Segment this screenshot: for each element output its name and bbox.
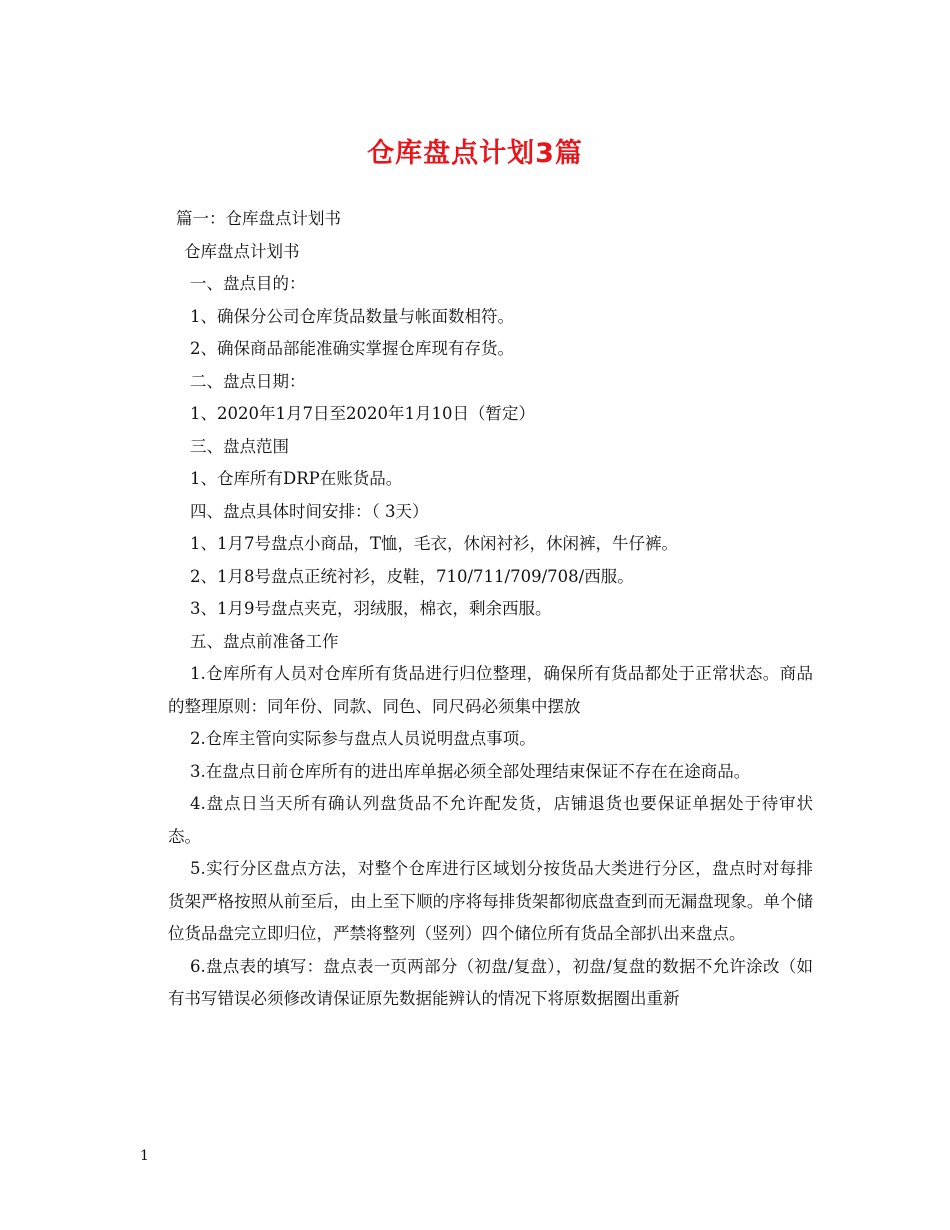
section-heading: 二、盘点日期： — [190, 371, 306, 391]
body-paragraph: 3.在盘点日前仓库所有的进出库单据必须全部处理结束保证不存在在途商品。 — [190, 761, 751, 781]
list-item: 1、确保分公司仓库货品数量与帐面数相符。 — [190, 306, 514, 326]
list-item: 2、1月8号盘点正统衬衫，皮鞋，710/711/709/708/西服。 — [190, 566, 634, 586]
section-heading: 篇一：仓库盘点计划书 — [176, 209, 341, 228]
body-paragraph: 4.盘点日当天所有确认列盘货品不允许配发货，店铺退货也要保证单据处于待审状态。 — [168, 794, 813, 846]
body-paragraph: 5.实行分区盘点方法，对整个仓库进行区域划分按货品大类进行分区，盘点时对每排货架严格按照从前至后，由上至下顺的序将每排货架都彻底盘查到而无漏盘现象。单个储位货品盘完立即归位，严禁将整列（竖列）四个储位所有货品全部扒出来盘点。 — [168, 859, 813, 943]
list-item: 2、确保商品部能准确实掌握仓库现有存货。 — [190, 339, 514, 358]
list-item: 1、仓库所有DRP在账货品。 — [190, 469, 403, 488]
list-item: 1、2020年1月7日至2020年1月10日（暂定） — [190, 404, 535, 423]
list-item: 3、1月9号盘点夹克，羽绒服，棉衣，剩余西服。 — [190, 599, 552, 618]
section-heading: 五、盘点前准备工作 — [190, 631, 339, 651]
list-item: 1、1月7号盘点小商品，T恤，毛衣，休闲衬衫，休闲裤，牛仔裤。 — [190, 534, 678, 553]
body-paragraph: 1.仓库所有人员对仓库所有货品进行归位整理，确保所有货品都处于正常状态。商品的整理原则：同年份、同款、同色、同尺码必须集中摆放 — [168, 664, 813, 716]
section-heading: 四、盘点具体时间安排：（ 3天） — [190, 501, 429, 521]
subtitle: 仓库盘点计划书 — [184, 241, 300, 261]
section-heading: 三、盘点范围 — [190, 436, 289, 456]
body-paragraph: 2.仓库主管向实际参与盘点人员说明盘点事项。 — [190, 729, 536, 748]
document-title: 仓库盘点计划3篇 — [367, 138, 583, 169]
document-body — [168, 203, 813, 1016]
section-heading: 一、盘点目的： — [190, 274, 306, 293]
body-paragraph: 6.盘点表的填写：盘点表一页两部分（初盘/复盘），初盘/复盘的数据不允许涂改（如有书写错误必须修改请保证原先数据能辨认的情况下将原数据圈出重新 — [168, 956, 813, 1008]
page-number: 1 — [140, 1148, 149, 1164]
